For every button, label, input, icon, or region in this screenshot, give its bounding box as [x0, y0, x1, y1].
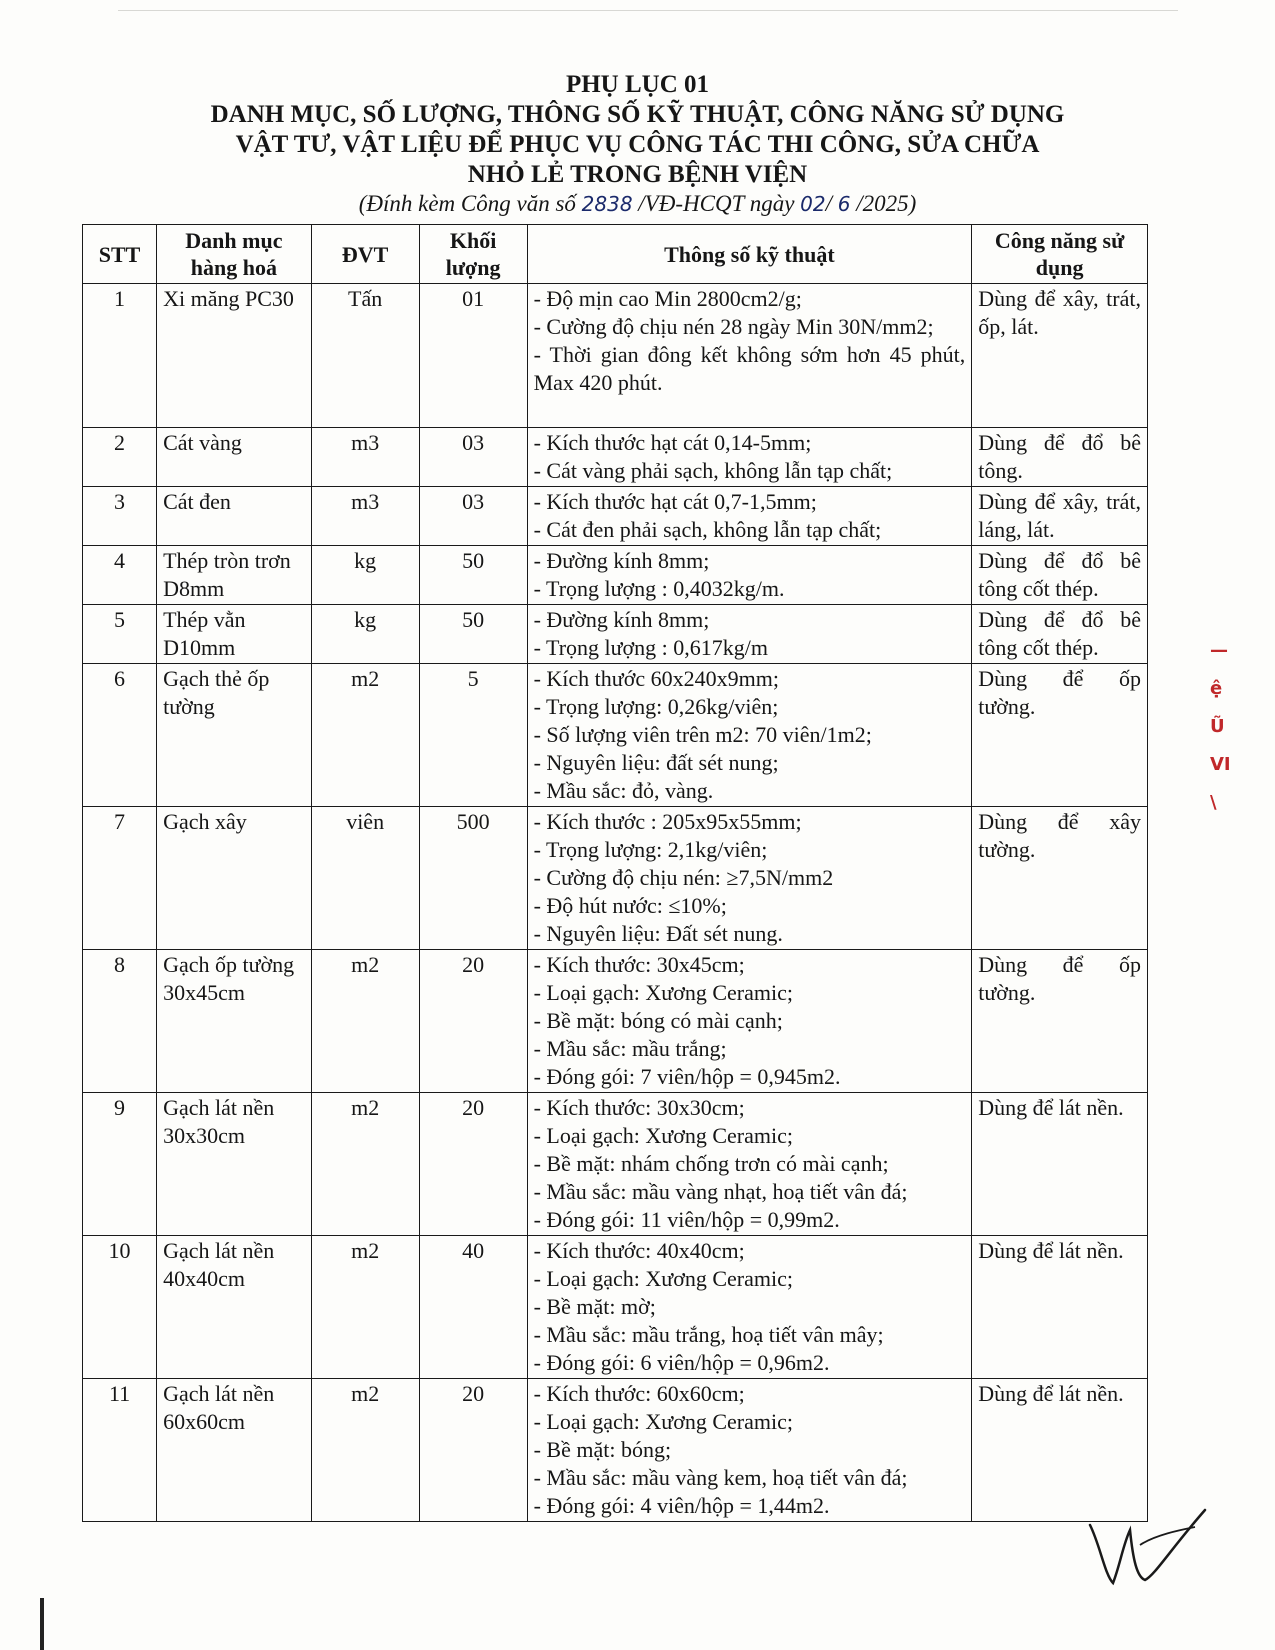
- row-usage: Dùng để ốp tường.: [972, 950, 1148, 1093]
- row-quantity: 50: [419, 546, 527, 605]
- header-usage: Công năng sử dụng: [972, 225, 1148, 284]
- row-quantity: 03: [419, 428, 527, 487]
- spec-line: - Loại gạch: Xương Ceramic;: [533, 1409, 793, 1434]
- row-usage: Dùng để lát nền.: [972, 1236, 1148, 1379]
- spec-line: - Kích thước hạt cát 0,14-5mm;: [533, 430, 812, 455]
- appendix-heading-line-2: VẬT TƯ, VẬT LIỆU ĐỂ PHỤC VỤ CÔNG TÁC THI CÔNG, SỬA CHỮA: [235, 131, 1040, 158]
- row-quantity: 03: [419, 487, 527, 546]
- spec-line: - Độ mịn cao Min 2800cm2/g;: [533, 286, 802, 311]
- handwritten-day: 02: [800, 192, 826, 216]
- spec-line: - Trọng lượng : 0,4032kg/m.: [533, 576, 785, 601]
- spec-line: - Mầu sắc: mầu vàng nhạt, hoạ tiết vân đá;: [533, 1179, 908, 1204]
- row-stt: 1: [83, 284, 157, 428]
- stamp-text-3: VI: [1210, 754, 1231, 775]
- row-item-name: Thép tròn trơn D8mm: [157, 546, 312, 605]
- row-usage: Dùng để lát nền.: [972, 1093, 1148, 1236]
- row-stt: 3: [83, 487, 157, 546]
- row-usage: Dùng để xây tường.: [972, 807, 1148, 950]
- table-row: [83, 1236, 1148, 1379]
- table-row: [83, 487, 1148, 546]
- spec-line: - Loại gạch: Xương Ceramic;: [533, 1266, 793, 1291]
- appendix-heading-line-1: DANH MỤC, SỐ LƯỢNG, THÔNG SỐ KỸ THUẬT, CÔNG NĂNG SỬ DỤNG: [210, 101, 1065, 128]
- table-row: [83, 605, 1148, 664]
- spec-line: - Bề mặt: mờ;: [533, 1294, 656, 1319]
- row-usage: Dùng để đổ bê tông cốt thép.: [972, 605, 1148, 664]
- row-unit: Tấn: [311, 284, 419, 428]
- row-usage: Dùng để xây, trát, láng, lát.: [972, 487, 1148, 546]
- spec-line: - Đường kính 8mm;: [533, 548, 710, 573]
- row-quantity: 5: [419, 664, 527, 807]
- row-specs: [527, 284, 972, 428]
- row-unit: viên: [311, 807, 419, 950]
- spec-line: - Bề mặt: bóng;: [533, 1437, 672, 1462]
- spec-line: - Mầu sắc: mầu trắng;: [533, 1036, 727, 1061]
- spec-line: - Bề mặt: bóng có mài cạnh;: [533, 1008, 783, 1033]
- stamp-mark: \: [1210, 792, 1217, 813]
- row-usage: Dùng để đổ bê tông.: [972, 428, 1148, 487]
- row-unit: kg: [311, 546, 419, 605]
- appendix-title: PHỤ LỤC 01: [565, 71, 710, 98]
- row-usage: Dùng để lát nền.: [972, 1379, 1148, 1522]
- row-quantity: 20: [419, 1379, 527, 1522]
- spec-line: - Nguyên liệu: Đất sét nung.: [533, 921, 783, 946]
- row-item-name: Gạch ốp tường 30x45cm: [157, 950, 312, 1093]
- row-stt: 9: [83, 1093, 157, 1236]
- row-quantity: 40: [419, 1236, 527, 1379]
- spec-line: - Đường kính 8mm;: [533, 607, 710, 632]
- row-quantity: 20: [419, 950, 527, 1093]
- row-specs: [527, 1379, 972, 1522]
- row-quantity: 500: [419, 807, 527, 950]
- row-stt: 7: [83, 807, 157, 950]
- row-stt: 8: [83, 950, 157, 1093]
- spec-line: - Kích thước hạt cát 0,7-1,5mm;: [533, 489, 817, 514]
- row-specs: [527, 664, 972, 807]
- row-unit: m2: [311, 950, 419, 1093]
- row-unit: m3: [311, 487, 419, 546]
- row-item-name: Cát vàng: [157, 428, 312, 487]
- row-item-name: Gạch lát nền 40x40cm: [157, 1236, 312, 1379]
- spec-line: - Kích thước : 205x95x55mm;: [533, 809, 802, 834]
- spec-line: - Mầu sắc: mầu trắng, hoạ tiết vân mây;: [533, 1322, 884, 1347]
- spec-line: - Kích thước: 30x30cm;: [533, 1095, 745, 1120]
- table-row: [83, 284, 1148, 428]
- spec-line: - Kích thước: 60x60cm;: [533, 1381, 745, 1406]
- row-stt: 2: [83, 428, 157, 487]
- row-quantity: 01: [419, 284, 527, 428]
- appendix-heading-line-3: NHỎ LẺ TRONG BỆNH VIỆN: [467, 161, 808, 188]
- header-specs: Thông số kỹ thuật: [527, 225, 972, 284]
- row-item-name: Gạch lát nền 30x30cm: [157, 1093, 312, 1236]
- row-unit: m2: [311, 1379, 419, 1522]
- spec-line: - Kích thước: 30x45cm;: [533, 952, 745, 977]
- table-row: [83, 1379, 1148, 1522]
- row-stt: 6: [83, 664, 157, 807]
- table-row: [83, 1093, 1148, 1236]
- spec-line: - Bề mặt: nhám chống trơn có mài cạnh;: [533, 1151, 889, 1176]
- table-row: [83, 950, 1148, 1093]
- signature: [1085, 1505, 1215, 1595]
- table-row: [83, 428, 1148, 487]
- handwritten-month: 6: [837, 192, 851, 216]
- spec-line: - Đóng gói: 11 viên/hộp = 0,99m2.: [533, 1207, 840, 1232]
- spec-line: - Nguyên liệu: đất sét nung;: [533, 750, 779, 775]
- spec-line: - Cát đen phải sạch, không lẫn tạp chất;: [533, 517, 882, 542]
- spec-line: - Trọng lượng: 2,1kg/viên;: [533, 837, 768, 862]
- header-stt: STT: [83, 225, 157, 284]
- handwritten-doc-number: 2838: [581, 192, 633, 216]
- reference-prefix: (Đính kèm Công văn số: [358, 191, 582, 216]
- row-specs: [527, 428, 972, 487]
- row-unit: m3: [311, 428, 419, 487]
- spec-line: - Đóng gói: 7 viên/hộp = 0,945m2.: [533, 1064, 841, 1089]
- header-quantity: Khối lượng: [419, 225, 527, 284]
- materials-table: [82, 224, 1148, 1522]
- spec-line: - Độ hút nước: ≤10%;: [533, 893, 727, 918]
- spec-line: - Loại gạch: Xương Ceramic;: [533, 1123, 793, 1148]
- row-unit: m2: [311, 1093, 419, 1236]
- row-item-name: Gạch thẻ ốp tường: [157, 664, 312, 807]
- row-specs: [527, 546, 972, 605]
- header-unit: ĐVT: [311, 225, 419, 284]
- row-specs: [527, 487, 972, 546]
- spec-line: - Loại gạch: Xương Ceramic;: [533, 980, 793, 1005]
- row-stt: 11: [83, 1379, 157, 1522]
- row-usage: Dùng để ốp tường.: [972, 664, 1148, 807]
- row-item-name: Cát đen: [157, 487, 312, 546]
- red-stamp-fragment: [1210, 640, 1250, 840]
- stamp-text-2: Ũ: [1210, 716, 1225, 737]
- table-row: [83, 664, 1148, 807]
- attachment-reference: [0, 190, 1275, 218]
- document-header: [0, 70, 1275, 218]
- reference-separator: /: [825, 191, 838, 216]
- spec-line: - Trọng lượng : 0,617kg/m: [533, 635, 769, 660]
- row-quantity: 50: [419, 605, 527, 664]
- row-specs: [527, 1093, 972, 1236]
- row-specs: [527, 1236, 972, 1379]
- table-row: [83, 546, 1148, 605]
- spec-line: - Thời gian đông kết không sớm hơn 45 phút, Max 420 phút.: [533, 342, 966, 395]
- scan-margin-mark: [40, 1598, 44, 1650]
- spec-line: - Mầu sắc: đỏ, vàng.: [533, 778, 714, 803]
- row-specs: [527, 605, 972, 664]
- row-item-name: Xi măng PC30: [157, 284, 312, 428]
- header-name: Danh mục hàng hoá: [157, 225, 312, 284]
- row-stt: 5: [83, 605, 157, 664]
- spec-line: - Kích thước 60x240x9mm;: [533, 666, 779, 691]
- stamp-mark: —: [1210, 640, 1228, 661]
- row-unit: kg: [311, 605, 419, 664]
- spec-line: - Đóng gói: 6 viên/hộp = 0,96m2.: [533, 1350, 830, 1375]
- reference-middle: /VĐ-HCQT ngày: [632, 191, 801, 216]
- row-stt: 10: [83, 1236, 157, 1379]
- reference-suffix: /2025): [850, 191, 917, 216]
- row-specs: [527, 950, 972, 1093]
- spec-line: - Kích thước: 40x40cm;: [533, 1238, 745, 1263]
- row-quantity: 20: [419, 1093, 527, 1236]
- row-specs: [527, 807, 972, 950]
- row-item-name: Gạch xây: [157, 807, 312, 950]
- spec-line: - Trọng lượng: 0,26kg/viên;: [533, 694, 779, 719]
- table-body: [83, 284, 1148, 1522]
- spec-line: - Cát vàng phải sạch, không lẫn tạp chất;: [533, 458, 893, 483]
- row-stt: 4: [83, 546, 157, 605]
- spec-line: - Cường độ chịu nén: ≥7,5N/mm2: [533, 865, 834, 890]
- spec-line: - Mầu sắc: mầu vàng kem, hoạ tiết vân đá;: [533, 1465, 908, 1490]
- row-usage: Dùng để xây, trát, ốp, lát.: [972, 284, 1148, 428]
- row-item-name: Thép vằn D10mm: [157, 605, 312, 664]
- row-unit: m2: [311, 664, 419, 807]
- table-header-row: [83, 225, 1148, 284]
- row-unit: m2: [311, 1236, 419, 1379]
- stamp-text-1: ệ: [1210, 678, 1223, 699]
- spec-line: - Số lượng viên trên m2: 70 viên/1m2;: [533, 722, 872, 747]
- table-row: [83, 807, 1148, 950]
- page-top-edge: [118, 0, 1178, 11]
- row-item-name: Gạch lát nền 60x60cm: [157, 1379, 312, 1522]
- spec-line: - Cường độ chịu nén 28 ngày Min 30N/mm2;: [533, 314, 934, 339]
- spec-line: - Đóng gói: 4 viên/hộp = 1,44m2.: [533, 1493, 830, 1518]
- row-usage: Dùng để đổ bê tông cốt thép.: [972, 546, 1148, 605]
